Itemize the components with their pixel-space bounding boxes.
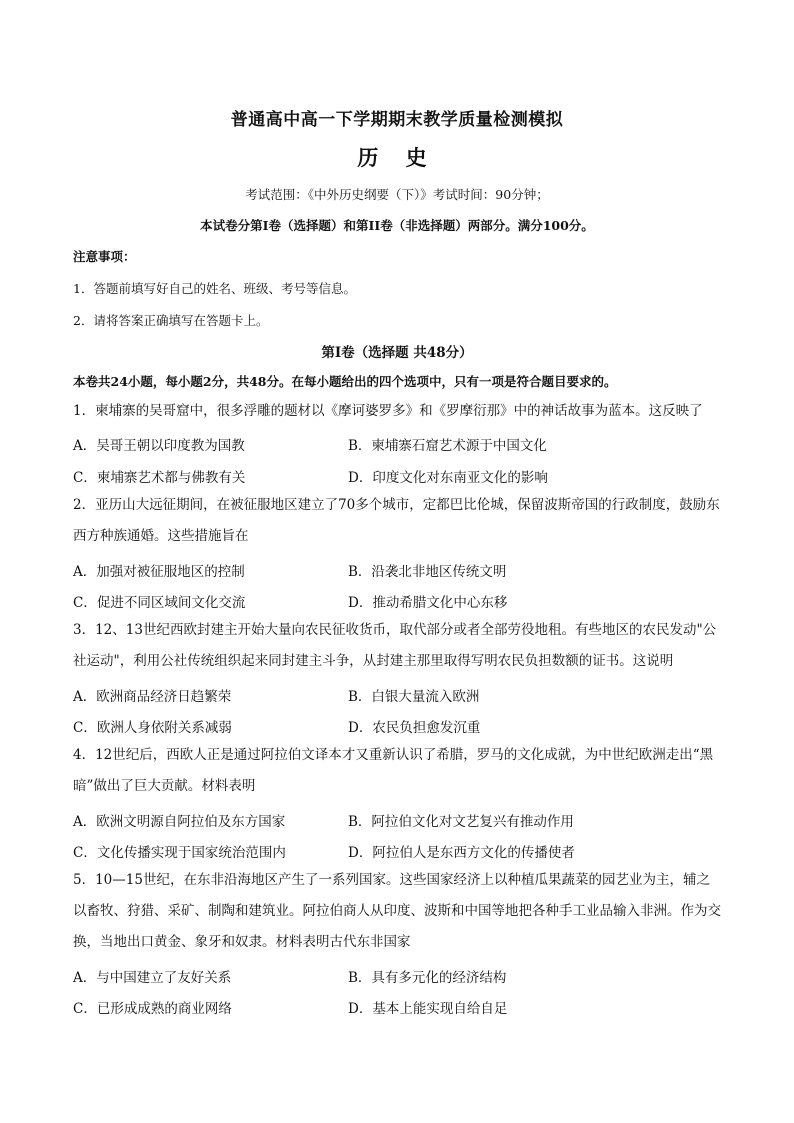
paper-composition: 本试卷分第I卷（选择题）和第II卷（非选择题）两部分。满分100分。 [200, 218, 594, 233]
question-1-option-b: B．柬埔寨石窟艺术源于中国文化 [348, 438, 547, 454]
question-1-option-a: A．吴哥王朝以印度教为国教 [73, 438, 245, 454]
question-5-option-c: C．已形成成熟的商业网络 [73, 1001, 232, 1017]
note-item: 2．请将答案正确填写在答题卡上。 [73, 313, 269, 328]
question-1-option-c: C．柬埔寨艺术都与佛教有关 [73, 470, 246, 486]
question-2-option-c: C．促进不同区域间文化交流 [73, 595, 246, 611]
question-2-option-d: D．推动希腊文化中心东移 [348, 595, 508, 611]
question-2-option-a: A．加强对被征服地区的控制 [73, 564, 245, 580]
question-4-option-b: B．阿拉伯文化对文艺复兴有推动作用 [348, 814, 574, 830]
question-5-option-a: A．与中国建立了友好关系 [73, 970, 232, 986]
note-item: 1．答题前填写好自己的姓名、班级、考号等信息。 [73, 281, 356, 296]
question-3-option-b: B．白银大量流入欧洲 [348, 689, 480, 705]
section-title: 第I卷（选择题 共48分） [321, 345, 473, 361]
question-4-option-c: C．文化传播实现于国家统治范围内 [73, 845, 286, 861]
question-4-option-d: D．阿拉伯人是东西方文化的传播使者 [348, 845, 575, 861]
question-stem-4: 4．12世纪后，西欧人正是通过阿拉伯文译本才又重新认识了希腊，罗马的文化成就，为中世纪欧洲走出“黑暗”做出了巨大贡献。材料表明 [73, 747, 714, 794]
question-5-option-d: D．基本上能实现自给自足 [348, 1001, 508, 1017]
question-5-option-b: B．具有多元化的经济结构 [348, 970, 507, 986]
subject-title: 历 史 [357, 145, 437, 170]
question-3-option-a: A．欧洲商品经济日趋繁荣 [73, 689, 232, 705]
question-4-option-a: A．欧洲文明源自阿拉伯及东方国家 [73, 814, 286, 830]
question-1-option-d: D．印度文化对东南亚文化的影响 [348, 470, 548, 486]
exam-scope: 考试范围：《中外历史纲要（下）》考试时间：90分钟； [245, 187, 549, 202]
question-2-option-b: B．沿袭北非地区传统文明 [348, 564, 507, 580]
section-instructions: 本卷共24小题，每小题2分，共48分。在每小题给出的四个选项中，只有一项是符合题目要求的。 [73, 374, 617, 389]
question-3-option-c: C．欧洲人身依附关系减弱 [73, 720, 232, 736]
question-stem-5: 5．10—15世纪，在东非沿海地区产生了一系列国家。这些国家经济上以种植瓜果蔬菜的园艺业为主，辅之以畜牧、狩猎、采矿、制陶和建筑业。阿拉伯商人从印度、波斯和中国等地把各种手工业品输入非洲。作为交换，当地出口黄金、象牙和奴隶。材料表明古代东非国家 [73, 872, 721, 950]
question-stem-2: 2．亚历山大远征期间，在被征服地区建立了70多个城市，定都巴比伦城，保留波斯帝国的行政制度，鼓励东西方种族通婚。这些措施旨在 [73, 497, 720, 544]
notes-title: 注意事项： [73, 249, 136, 264]
question-3-option-d: D．农民负担愈发沉重 [348, 720, 481, 736]
question-stem-3: 3．12、13世纪西欧封建主开始大量向农民征收货币，取代部分或者全部劳役地租。有些地区的农民发动"公社运动"，利用公社传统组织起来同封建主斗争，从封建主那里取得写明农民负担数额的证书。这说明 [73, 622, 717, 669]
exam-title: 普通高中高一下学期期末教学质量检测模拟 [230, 110, 564, 130]
question-stem-1: 1．柬埔寨的吴哥窟中，很多浮雕的题材以《摩诃婆罗多》和《罗摩衍那》中的神话故事为蓝本。这反映了 [73, 403, 703, 419]
